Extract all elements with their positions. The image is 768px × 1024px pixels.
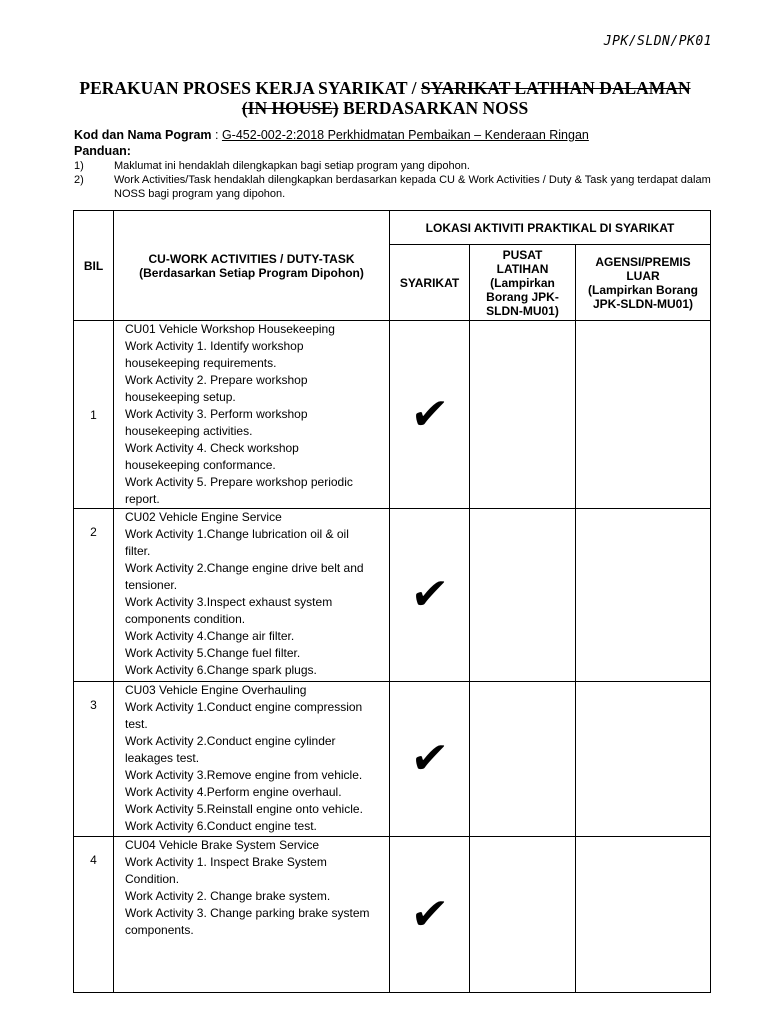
header-pusat-line: PUSAT [502, 247, 543, 262]
header-pusat-line: Borang JPK- [486, 289, 559, 304]
pusat-latihan-cell [470, 837, 576, 993]
row-number: 4 [74, 837, 114, 993]
activity-line: tensioner. [125, 578, 178, 592]
activity-line: Work Activity 2.Change engine drive belt and [125, 561, 364, 575]
pusat-latihan-cell [470, 509, 576, 682]
row-number: 3 [74, 682, 114, 837]
activity-line: Work Activity 5. Prepare workshop periodic [125, 475, 353, 489]
guide-item-number: 1) [74, 160, 84, 172]
header-agensi [576, 245, 711, 321]
guide-item-text: Work Activities/Task hendaklah dilengkapkan berdasarkan kepada CU & Work Activities / Duty & Task yang terdapat dalam NOSS bagi program yang dipohon. [114, 174, 711, 200]
document-code: JPK/SLDN/PK01 [603, 34, 712, 49]
header-syarikat: SYARIKAT [390, 245, 470, 321]
activity-line: CU03 Vehicle Engine Overhauling [125, 683, 307, 697]
title-struck-text-1: SYARIKAT LATIHAN DALAMAN [420, 78, 691, 98]
activity-line: Work Activity 5.Reinstall engine onto vehicle. [125, 802, 363, 816]
table-row [74, 509, 711, 682]
activity-line: test. [125, 717, 148, 731]
syarikat-cell [390, 837, 470, 993]
activity-line: CU01 Vehicle Workshop Housekeeping [125, 322, 335, 336]
header-agensi-line: (Lampirkan Borang [588, 282, 699, 297]
title-part-1: PERAKUAN PROSES KERJA SYARIKAT / [79, 78, 421, 98]
title-part-2: BERDASARKAN NOSS [338, 98, 529, 118]
table-row [74, 682, 711, 837]
program-value: G-452-002-2:2018 Perkhidmatan Pembaikan – Kenderaan Ringan [221, 128, 589, 142]
row-number: 2 [74, 509, 114, 682]
activity-line: Work Activity 2. Change brake system. [125, 889, 331, 903]
activity-line: Work Activity 6.Conduct engine test. [125, 819, 317, 833]
activity-line: CU04 Vehicle Brake System Service [125, 838, 320, 852]
activity-line: Work Activity 1. Inspect Brake System [125, 855, 327, 869]
header-row [74, 211, 711, 245]
header-agensi-line: LUAR [626, 268, 660, 283]
activity-line: Work Activity 3.Remove engine from vehicle. [125, 768, 363, 782]
activity-line: Work Activity 4.Perform engine overhaul. [125, 785, 342, 799]
activities-table [73, 210, 711, 993]
activity-line: Work Activity 4.Change air filter. [125, 629, 295, 643]
header-pusat-line: LATIHAN [496, 261, 549, 276]
checkmark-icon: ✔ [408, 388, 451, 440]
guide-item-text: Maklumat ini hendaklah dilengkapkan bagi setiap program yang dipohon. [114, 160, 470, 172]
row-number: 1 [74, 321, 114, 509]
activity-line: CU02 Vehicle Engine Service [125, 510, 282, 524]
guide-item-number: 2) [74, 174, 84, 186]
syarikat-cell [390, 509, 470, 682]
program-separator: : [211, 128, 222, 142]
activity-line: Work Activity 3. Change parking brake system [125, 906, 370, 920]
header-pusat-line: (Lampirkan [490, 275, 555, 290]
checkmark-icon: ✔ [408, 569, 451, 620]
checkmark-icon: ✔ [408, 733, 451, 784]
guide-item [74, 173, 734, 201]
activity-line: Work Activity 5.Change fuel filter. [125, 646, 301, 660]
program-label: Kod dan Nama Pogram [74, 128, 212, 142]
header-activities [114, 211, 390, 321]
header-agensi-line: JPK-SLDN-MU01) [593, 296, 694, 311]
activity-line: filter. [125, 544, 151, 558]
activity-line: Work Activity 1. Identify workshop [125, 339, 304, 353]
activity-line: Work Activity 4. Check workshop [125, 441, 299, 455]
activity-line: leakages test. [125, 751, 200, 765]
agensi-cell [576, 837, 711, 993]
title-struck-text-2: (IN HOUSE) [241, 98, 339, 118]
pusat-latihan-cell [470, 682, 576, 837]
header-bil: BIL [74, 211, 114, 321]
document-title [60, 78, 710, 118]
agensi-cell [576, 509, 711, 682]
header-activities-line: CU-WORK ACTIVITIES / DUTY-TASK [148, 251, 355, 266]
table-row [74, 837, 711, 993]
activity-cell [114, 509, 390, 682]
activity-line: Work Activity 1.Conduct engine compression [125, 700, 363, 714]
activity-line: housekeeping requirements. [125, 356, 277, 370]
agensi-cell [576, 682, 711, 837]
activity-line: components. [125, 923, 194, 937]
syarikat-cell [390, 682, 470, 837]
header-activities-line: (Berdasarkan Setiap Program Dipohon) [139, 265, 364, 280]
syarikat-cell [390, 321, 470, 509]
activity-cell [114, 321, 390, 509]
header-pusat-line: SLDN-MU01) [486, 303, 559, 318]
activity-line: Work Activity 6.Change spark plugs. [125, 663, 317, 677]
header-agensi-line: AGENSI/PREMIS [595, 254, 691, 269]
guide-heading: Panduan: [74, 144, 131, 158]
checkmark-icon: ✔ [408, 888, 451, 940]
activity-line: housekeeping conformance. [125, 458, 276, 472]
activity-line: Work Activity 1.Change lubrication oil & oil [125, 527, 349, 541]
agensi-cell [576, 321, 711, 509]
guide-item [74, 159, 734, 173]
activity-line: Work Activity 3. Perform workshop [125, 407, 308, 421]
activity-line: Work Activity 2. Prepare workshop [125, 373, 308, 387]
header-pusat-latihan [470, 245, 576, 321]
pusat-latihan-cell [470, 321, 576, 509]
activity-line: Work Activity 2.Conduct engine cylinder [125, 734, 336, 748]
activity-cell [114, 682, 390, 837]
activity-line: housekeeping setup. [125, 390, 236, 404]
activity-line: housekeeping activities. [125, 424, 253, 438]
guide-list [74, 159, 734, 201]
program-line [74, 128, 589, 142]
activity-line: report. [125, 492, 160, 506]
activity-line: Condition. [125, 872, 180, 886]
activity-line: Work Activity 3.Inspect exhaust system [125, 595, 333, 609]
activity-cell [114, 837, 390, 993]
table-row [74, 321, 711, 509]
header-location: LOKASI AKTIVITI PRAKTIKAL DI SYARIKAT [390, 211, 711, 245]
activity-line: components condition. [125, 612, 246, 626]
